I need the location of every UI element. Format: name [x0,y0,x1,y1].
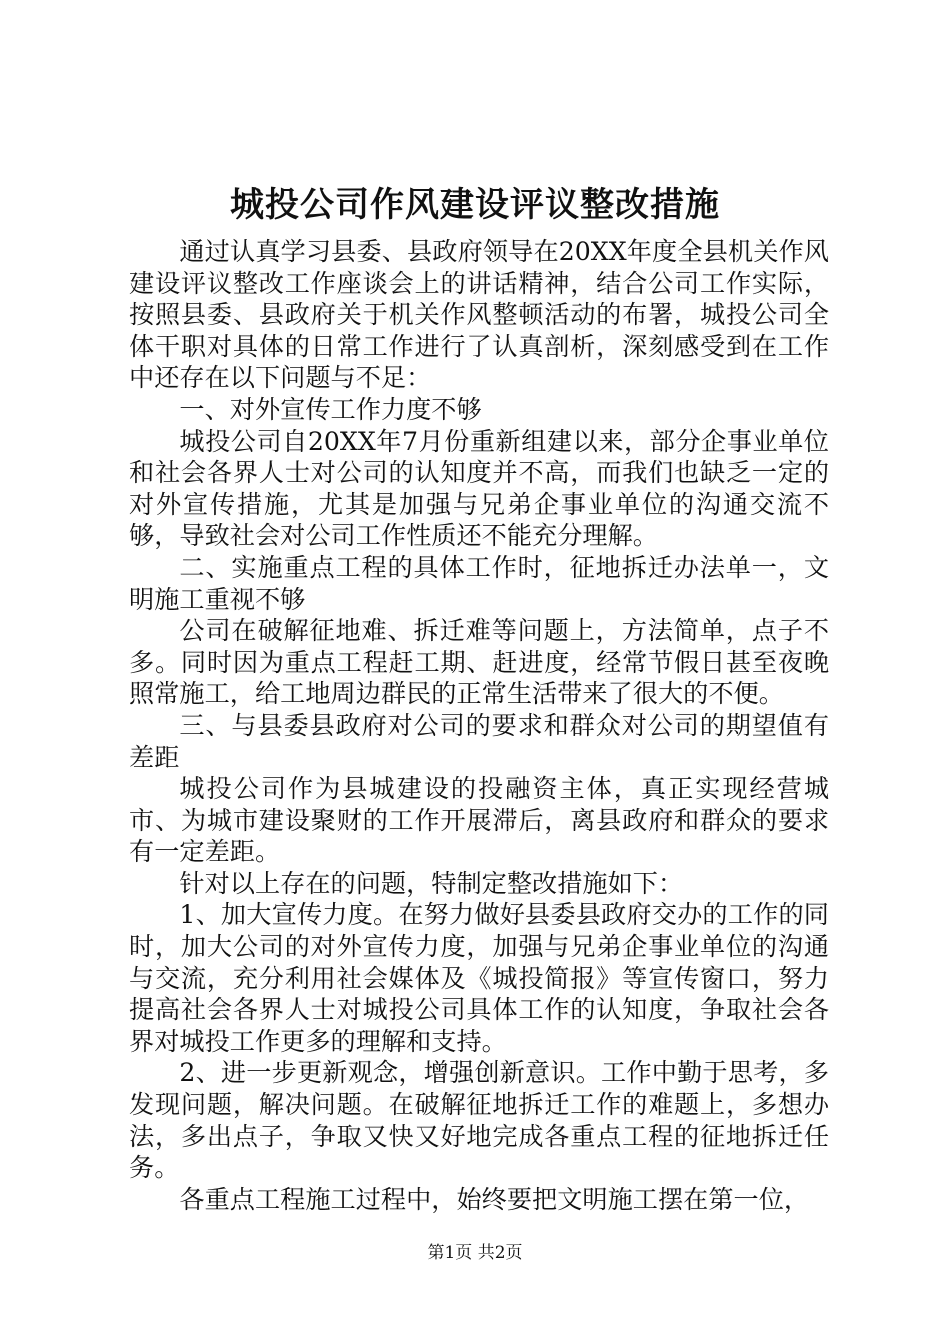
heading-section-2: 二、实施重点工程的具体工作时，征地拆迁办法单一，文明施工重视不够 [129,552,829,614]
paragraph-measure-2: 2、进一步更新观念，增强创新意识。工作中勤于思考，多发现问题，解决问题。在破解征地拆迁工作的难题上，多想办法，多出点子，争取又快又好地完成各重点工程的征地拆迁任务。 [129,1058,829,1183]
paragraph-section-3: 城投公司作为县城建设的投融资主体，真正实现经营城市、为城市建设聚财的工作开展滞后，离县政府和群众的要求有一定差距。 [129,774,829,867]
paragraph-measures-intro: 针对以上存在的问题，特制定整改措施如下： [179,868,684,898]
page-footer: 第1页 共2页 [427,1243,523,1263]
document-body [129,236,829,1215]
document-title: 城投公司作风建设评议整改措施 [230,185,720,225]
paragraph-intro: 通过认真学习县委、县政府领导在20XX年度全县机关作风建设评议整改工作座谈会上的讲话精神，结合公司工作实际，按照县委、县政府关于机关作风整顿活动的布署，城投公司全体干职对具体的日常工作进行了认真剖析，深刻感受到在工作中还存在以下问题与不足： [129,237,829,393]
heading-section-1: 一、对外宣传工作力度不够 [179,394,482,424]
paragraph-section-1: 城投公司自20XX年7月份重新组建以来，部分企事业单位和社会各界人士对公司的认知度并不高，而我们也缺乏一定的对外宣传措施，尤其是加强与兄弟企事业单位的沟通交流不够，导致社会对公司工作性质还不能充分理解。 [129,426,829,551]
heading-section-3: 三、与县委县政府对公司的要求和群众对公司的期望值有差距 [129,710,829,772]
paragraph-section-2: 公司在破解征地难、拆迁难等问题上，方法简单，点子不多。同时因为重点工程赶工期、赶进度，经常节假日甚至夜晚照常施工，给工地周边群民的正常生活带来了很大的不便。 [129,616,829,709]
paragraph-construction: 各重点工程施工过程中，始终要把文明施工摆在第一位， [179,1184,810,1214]
paragraph-measure-1: 1、加大宣传力度。在努力做好县委县政府交办的工作的同时，加大公司的对外宣传力度，加强与兄弟企事业单位的沟通与交流，充分利用社会媒体及《城投简报》等宣传窗口，努力提高社会各界人士对城投公司具体工作的认知度，争取社会各界对城投工作更多的理解和支持。 [129,900,829,1056]
